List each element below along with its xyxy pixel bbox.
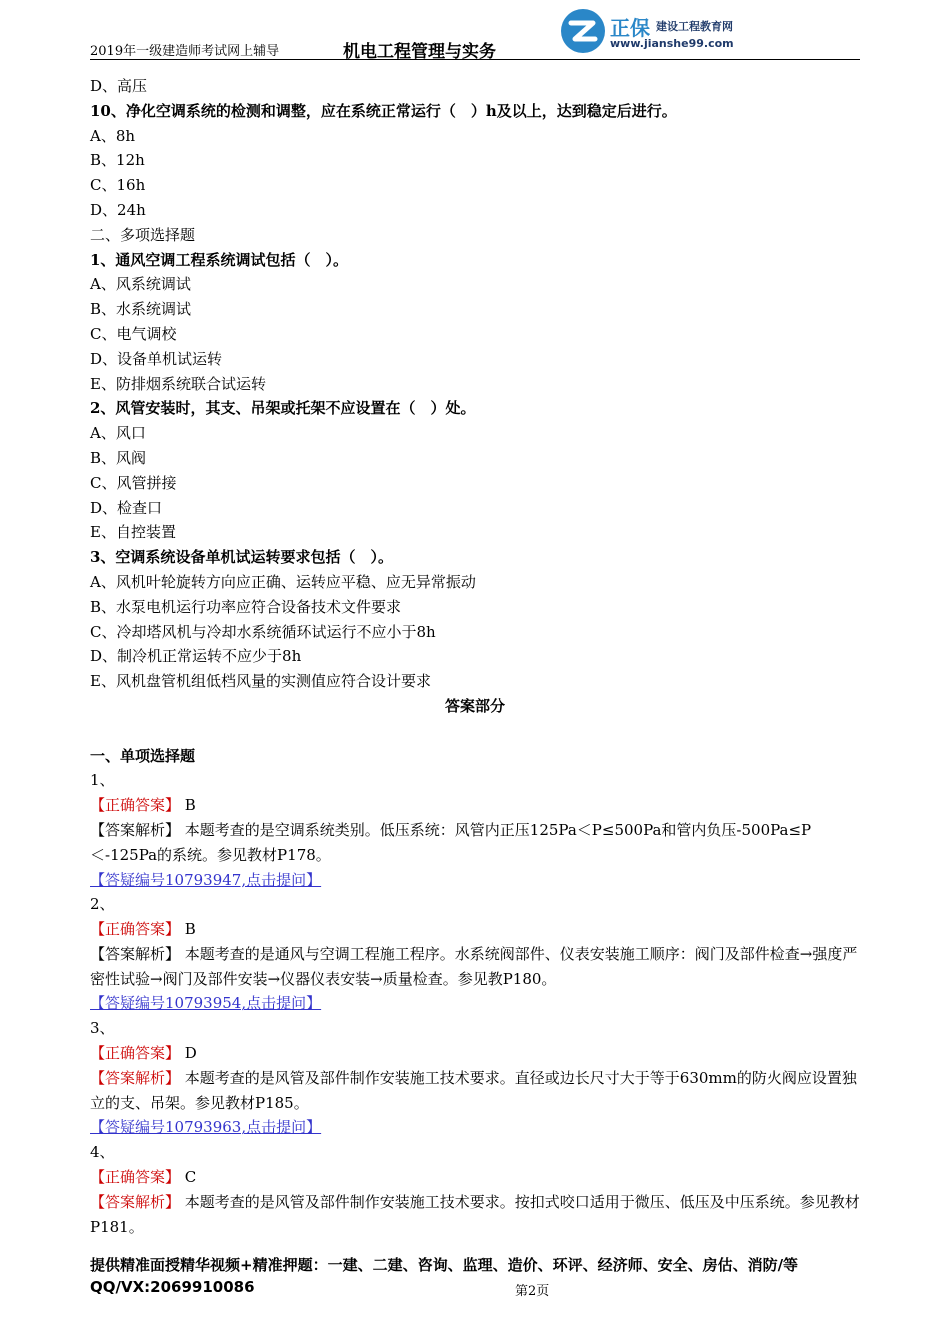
ask-question-link[interactable]: 【答疑编号10793954,点击提问】 bbox=[90, 994, 322, 1013]
page-content bbox=[90, 74, 860, 1239]
answer-section-single: 一、单项选择题 bbox=[90, 746, 196, 765]
logo-emblem-icon bbox=[560, 8, 606, 54]
logo-name: 正保 bbox=[610, 16, 650, 40]
mq1-option-e: E、防排烟系统联合试运转 bbox=[90, 374, 266, 393]
header-subject: 机电工程管理与实务 bbox=[343, 42, 496, 62]
analysis-text: 本题考查的是通风与空调工程施工程序。水系统阀部件、仪表安装施工顺序：阀门及部件检查→强度严密性试验→阀门及部件安装→仪器仪表安装→质量检查。参见教P180。 bbox=[90, 944, 858, 988]
q10-option-c: C、16h bbox=[90, 176, 146, 195]
answer-2-number: 2、 bbox=[90, 895, 115, 914]
q10-option-d: D、24h bbox=[90, 200, 146, 219]
answer-1-ask-link-row bbox=[90, 868, 860, 893]
header-course: 2019年一级建造师考试网上辅导 bbox=[90, 44, 280, 59]
answer-4-number: 4、 bbox=[90, 1143, 115, 1162]
analysis-label: 【答案解析】 bbox=[90, 944, 181, 963]
analysis-text: 本题考查的是空调系统类别。低压系统：风管内正压125Pa＜P≤500Pa和管内负压-500Pa≤P＜-125Pa的系统。参见教材P178。 bbox=[90, 820, 812, 864]
answer-3-number: 3、 bbox=[90, 1019, 115, 1038]
mq2-option-e: E、自控装置 bbox=[90, 523, 176, 542]
mq2-option-a: A、风口 bbox=[90, 424, 146, 443]
answer-3-correct bbox=[90, 1041, 860, 1066]
header-rule bbox=[90, 59, 860, 60]
mq3-option-b: B、水泵电机运行功率应符合设备技术文件要求 bbox=[90, 597, 402, 616]
mq3-option-d: D、制冷机正常运转不应少于8h bbox=[90, 647, 302, 666]
page-header bbox=[90, 0, 860, 62]
correct-answer-label: 【正确答案】 bbox=[90, 796, 181, 815]
mq2-option-b: B、风阀 bbox=[90, 448, 147, 467]
mq1-option-a: A、风系统调试 bbox=[90, 275, 191, 294]
answer-3-analysis bbox=[90, 1066, 860, 1116]
answer-2-ask-link-row bbox=[90, 991, 860, 1016]
ask-question-link[interactable]: 【答疑编号10793963,点击提问】 bbox=[90, 1118, 322, 1137]
mq1-option-c: C、电气调校 bbox=[90, 324, 177, 343]
footer-promo: 提供精准面授精华视频+精准押题：一建、二建、咨询、监理、造价、环评、经济师、安全、房估、消防/等 bbox=[90, 1256, 799, 1274]
correct-answer-label: 【正确答案】 bbox=[90, 1044, 181, 1063]
analysis-label: 【答案解析】 bbox=[90, 1192, 181, 1211]
mq1-option-d: D、设备单机试运转 bbox=[90, 349, 223, 368]
correct-answer-label: 【正确答案】 bbox=[90, 1168, 181, 1187]
analysis-text: 本题考查的是风管及部件制作安装施工技术要求。按扣式咬口适用于微压、低压及中压系统。参见教材P181。 bbox=[90, 1192, 860, 1236]
ask-question-link[interactable]: 【答疑编号10793947,点击提问】 bbox=[90, 870, 322, 889]
correct-answer-label: 【正确答案】 bbox=[90, 920, 181, 939]
q10-option-a: A、8h bbox=[90, 126, 136, 145]
analysis-text: 本题考查的是风管及部件制作安装施工技术要求。直径或边长尺寸大于等于630mm的防火阀应设置独立的支、吊架。参见教材P185。 bbox=[90, 1068, 857, 1112]
correct-answer-value: B bbox=[180, 920, 196, 939]
analysis-label: 【答案解析】 bbox=[90, 1068, 181, 1087]
logo-url: www.jianshe99.com bbox=[610, 37, 734, 50]
answers-title: 答案部分 bbox=[444, 696, 505, 715]
page-number: 第2页 bbox=[515, 1284, 550, 1299]
correct-answer-value: B bbox=[180, 796, 196, 815]
mq3-option-a: A、风机叶轮旋转方向应正确、运转应平稳、应无异常振动 bbox=[90, 572, 476, 591]
answer-2-correct bbox=[90, 917, 860, 942]
answer-4-correct bbox=[90, 1165, 860, 1190]
prev-option-d: D、高压 bbox=[90, 77, 148, 95]
mq1-stem: 1、通风空调工程系统调试包括（ ）。 bbox=[90, 250, 348, 269]
answer-1-number: 1、 bbox=[90, 771, 115, 790]
answer-3-ask-link-row bbox=[90, 1115, 860, 1140]
answer-1-analysis bbox=[90, 818, 860, 868]
mq2-stem: 2、风管安装时，其支、吊架或托架不应设置在（ ）处。 bbox=[90, 399, 476, 418]
analysis-label: 【答案解析】 bbox=[90, 820, 181, 839]
mq3-option-c: C、冷却塔风机与冷却水系统循环试运行不应小于8h bbox=[90, 622, 436, 641]
mq2-option-d: D、检查口 bbox=[90, 498, 163, 517]
question-10-stem: 10、净化空调系统的检测和调整，应在系统正常运行（ ）h及以上，达到稳定后进行。 bbox=[90, 101, 677, 120]
q10-option-b: B、12h bbox=[90, 151, 145, 170]
mq3-option-e: E、风机盘管机组低档风量的实测值应符合设计要求 bbox=[90, 672, 431, 691]
footer-contact: QQ/VX:2069910086 bbox=[90, 1278, 255, 1296]
answer-2-analysis bbox=[90, 942, 860, 992]
mq3-stem: 3、空调系统设备单机试运转要求包括（ ）。 bbox=[90, 548, 393, 567]
mq1-option-b: B、水系统调试 bbox=[90, 300, 192, 319]
correct-answer-value: D bbox=[180, 1044, 197, 1063]
answer-1-correct bbox=[90, 793, 860, 818]
section-heading-multiple: 二、多项选择题 bbox=[90, 225, 196, 244]
site-logo bbox=[560, 8, 780, 56]
answer-4-analysis bbox=[90, 1190, 860, 1240]
logo-subtitle: 建设工程教育网 bbox=[656, 20, 733, 33]
correct-answer-value: C bbox=[180, 1168, 197, 1187]
mq2-option-c: C、风管拼接 bbox=[90, 473, 177, 492]
